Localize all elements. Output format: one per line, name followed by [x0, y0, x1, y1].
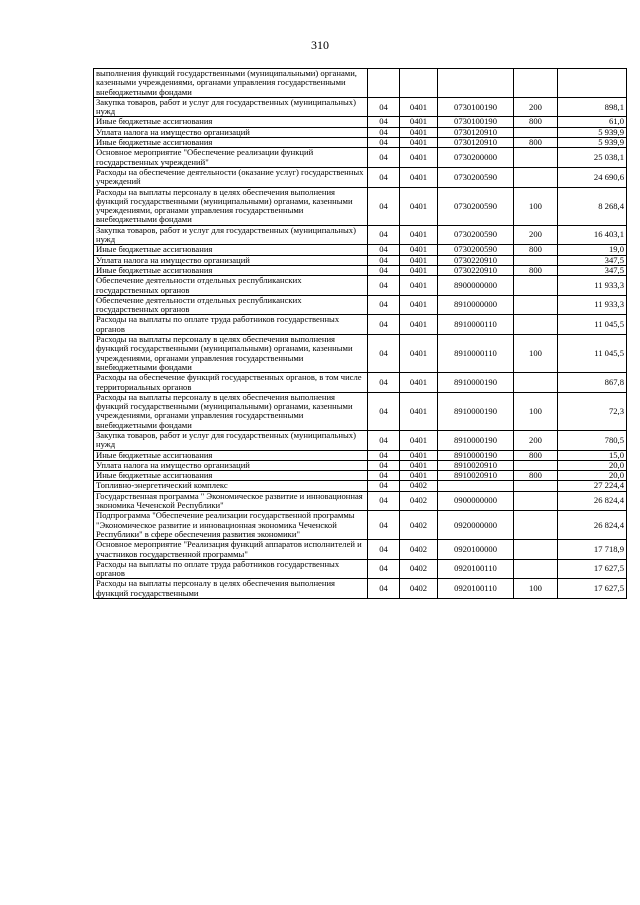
row-section-cell: 04	[368, 540, 400, 560]
row-section-cell: 04	[368, 392, 400, 430]
row-name-cell: Иные бюджетные ассигнования	[94, 138, 368, 148]
row-expense-type-cell: 200	[514, 225, 558, 245]
row-subsection-cell: 0401	[400, 265, 438, 275]
row-subsection-cell: 0401	[400, 117, 438, 127]
row-expense-type-cell: 800	[514, 450, 558, 460]
row-target-article-cell: 0730120910	[438, 127, 514, 137]
table-row	[94, 97, 627, 117]
row-expense-type-cell	[514, 255, 558, 265]
row-amount-cell: 867,8	[558, 373, 627, 393]
row-section-cell: 04	[368, 295, 400, 315]
row-name-cell: Иные бюджетные ассигнования	[94, 265, 368, 275]
row-target-article-cell: 0920100000	[438, 540, 514, 560]
row-section-cell: 04	[368, 255, 400, 265]
budget-table	[93, 68, 627, 599]
row-expense-type-cell	[514, 481, 558, 491]
row-amount-cell: 24 690,6	[558, 167, 627, 187]
row-amount-cell: 5 939,9	[558, 127, 627, 137]
row-expense-type-cell	[514, 491, 558, 511]
row-expense-type-cell: 800	[514, 245, 558, 255]
row-section-cell: 04	[368, 373, 400, 393]
row-subsection-cell: 0401	[400, 148, 438, 168]
row-name-cell: Закупка товаров, работ и услуг для государственных (муниципальных) нужд	[94, 97, 368, 117]
table-row	[94, 127, 627, 137]
row-target-article-cell: 0730100190	[438, 97, 514, 117]
row-name-cell: Топливно-энергетический комплекс	[94, 481, 368, 491]
table-row	[94, 430, 627, 450]
row-section-cell: 04	[368, 471, 400, 481]
row-name-cell: Расходы на выплаты по оплате труда работников государственных органов	[94, 559, 368, 579]
table-row	[94, 138, 627, 148]
row-expense-type-cell: 800	[514, 265, 558, 275]
row-section-cell: 04	[368, 511, 400, 540]
row-name-cell: Закупка товаров, работ и услуг для государственных (муниципальных) нужд	[94, 225, 368, 245]
table-row	[94, 540, 627, 560]
row-subsection-cell	[400, 69, 438, 98]
row-section-cell: 04	[368, 245, 400, 255]
row-amount-cell: 27 224,4	[558, 481, 627, 491]
row-target-article-cell: 0730220910	[438, 255, 514, 265]
row-target-article-cell: 8910000190	[438, 392, 514, 430]
row-target-article-cell: 8910000190	[438, 450, 514, 460]
row-section-cell: 04	[368, 491, 400, 511]
row-amount-cell: 5 939,9	[558, 138, 627, 148]
row-name-cell: Расходы на выплаты персоналу в целях обеспечения выполнения функций государственными (муниципальными) органами, казенными учреждениями, органами управления государственными внебюджетными фондами	[94, 335, 368, 373]
row-expense-type-cell	[514, 148, 558, 168]
row-amount-cell: 11 045,5	[558, 315, 627, 335]
row-expense-type-cell	[514, 540, 558, 560]
row-target-article-cell	[438, 69, 514, 98]
row-name-cell: Расходы на выплаты персоналу в целях обеспечения выполнения функций государственными (муниципальными) органами, казенными учреждениями, органами управления государственными внебюджетными фондами	[94, 187, 368, 225]
row-target-article-cell: 8910020910	[438, 471, 514, 481]
row-section-cell: 04	[368, 138, 400, 148]
row-amount-cell: 11 933,3	[558, 276, 627, 296]
row-section-cell: 04	[368, 315, 400, 335]
table-row	[94, 187, 627, 225]
row-expense-type-cell	[514, 511, 558, 540]
row-subsection-cell: 0402	[400, 540, 438, 560]
row-subsection-cell: 0401	[400, 187, 438, 225]
table-row	[94, 265, 627, 275]
row-amount-cell: 17 718,9	[558, 540, 627, 560]
row-expense-type-cell	[514, 276, 558, 296]
row-target-article-cell: 0730120910	[438, 138, 514, 148]
row-section-cell: 04	[368, 559, 400, 579]
row-subsection-cell: 0402	[400, 579, 438, 599]
row-subsection-cell: 0401	[400, 225, 438, 245]
row-amount-cell: 16 403,1	[558, 225, 627, 245]
row-amount-cell: 898,1	[558, 97, 627, 117]
row-name-cell: Иные бюджетные ассигнования	[94, 450, 368, 460]
row-expense-type-cell: 800	[514, 471, 558, 481]
row-target-article-cell: 0920000000	[438, 511, 514, 540]
row-expense-type-cell	[514, 559, 558, 579]
row-expense-type-cell	[514, 373, 558, 393]
table-row	[94, 167, 627, 187]
row-section-cell: 04	[368, 450, 400, 460]
table-row	[94, 460, 627, 470]
row-name-cell: Подпрограмма "Обеспечение реализации государственной программы "Экономическое развитие и инновационная экономика Чеченской Республики" в сфере обеспечения развития экономики"	[94, 511, 368, 540]
row-section-cell: 04	[368, 265, 400, 275]
row-section-cell	[368, 69, 400, 98]
row-name-cell: Иные бюджетные ассигнования	[94, 117, 368, 127]
row-target-article-cell	[438, 481, 514, 491]
table-row	[94, 255, 627, 265]
row-target-article-cell: 8910000110	[438, 335, 514, 373]
row-name-cell: Расходы на выплаты персоналу в целях обеспечения выполнения функций государственными (муниципальными) органами, казенными учреждениями, органами управления государственными внебюджетными фондами	[94, 392, 368, 430]
table-row	[94, 245, 627, 255]
row-subsection-cell: 0401	[400, 392, 438, 430]
table-row	[94, 373, 627, 393]
row-target-article-cell: 0730200590	[438, 167, 514, 187]
table-row	[94, 117, 627, 127]
row-section-cell: 04	[368, 187, 400, 225]
row-expense-type-cell	[514, 167, 558, 187]
row-amount-cell: 25 038,1	[558, 148, 627, 168]
row-subsection-cell: 0401	[400, 127, 438, 137]
row-amount-cell: 11 045,5	[558, 335, 627, 373]
row-subsection-cell: 0401	[400, 450, 438, 460]
row-name-cell: Уплата налога на имущество организаций	[94, 127, 368, 137]
row-section-cell: 04	[368, 276, 400, 296]
row-target-article-cell: 8910000190	[438, 373, 514, 393]
row-name-cell: Расходы на обеспечение деятельности (оказание услуг) государственных учреждений	[94, 167, 368, 187]
row-amount-cell: 11 933,3	[558, 295, 627, 315]
row-subsection-cell: 0401	[400, 276, 438, 296]
row-target-article-cell: 0730200590	[438, 187, 514, 225]
row-name-cell: Иные бюджетные ассигнования	[94, 471, 368, 481]
row-expense-type-cell: 100	[514, 335, 558, 373]
row-target-article-cell: 8900000000	[438, 276, 514, 296]
row-amount-cell: 17 627,5	[558, 559, 627, 579]
row-amount-cell: 19,0	[558, 245, 627, 255]
row-section-cell: 04	[368, 117, 400, 127]
row-name-cell: Расходы на выплаты персоналу в целях обеспечения выполнения функций государственными	[94, 579, 368, 599]
table-row	[94, 148, 627, 168]
row-subsection-cell: 0401	[400, 138, 438, 148]
table-row	[94, 450, 627, 460]
row-name-cell: Основное мероприятие "Реализация функций аппаратов исполнителей и участников государственной программы"	[94, 540, 368, 560]
table-row	[94, 69, 627, 98]
row-subsection-cell: 0402	[400, 491, 438, 511]
row-target-article-cell: 0920100110	[438, 579, 514, 599]
table-row	[94, 295, 627, 315]
page-number: 310	[311, 38, 329, 52]
row-name-cell: выполнения функций государственными (муниципальными) органами, казенными учреждениями, органами управления государственными внебюджетными фондами	[94, 69, 368, 98]
row-section-cell: 04	[368, 167, 400, 187]
row-section-cell: 04	[368, 481, 400, 491]
table-row	[94, 335, 627, 373]
row-name-cell: Обеспечение деятельности отдельных республиканских государственных органов	[94, 295, 368, 315]
row-section-cell: 04	[368, 335, 400, 373]
row-target-article-cell: 0730200000	[438, 148, 514, 168]
row-section-cell: 04	[368, 430, 400, 450]
row-name-cell: Иные бюджетные ассигнования	[94, 245, 368, 255]
row-subsection-cell: 0402	[400, 481, 438, 491]
row-target-article-cell: 8910000190	[438, 430, 514, 450]
row-name-cell: Расходы на выплаты по оплате труда работников государственных органов	[94, 315, 368, 335]
row-amount-cell	[558, 69, 627, 98]
row-target-article-cell: 8910020910	[438, 460, 514, 470]
row-expense-type-cell	[514, 127, 558, 137]
row-amount-cell: 8 268,4	[558, 187, 627, 225]
row-target-article-cell: 0920100110	[438, 559, 514, 579]
row-target-article-cell: 0730100190	[438, 117, 514, 127]
row-subsection-cell: 0401	[400, 373, 438, 393]
row-expense-type-cell: 200	[514, 97, 558, 117]
row-subsection-cell: 0401	[400, 460, 438, 470]
table-row	[94, 511, 627, 540]
row-subsection-cell: 0402	[400, 511, 438, 540]
row-subsection-cell: 0401	[400, 97, 438, 117]
row-subsection-cell: 0401	[400, 430, 438, 450]
row-section-cell: 04	[368, 225, 400, 245]
row-target-article-cell: 0730200590	[438, 225, 514, 245]
row-amount-cell: 780,5	[558, 430, 627, 450]
table-row	[94, 579, 627, 599]
row-name-cell: Расходы на обеспечение функций государственных органов, в том числе территориальных органов	[94, 373, 368, 393]
table-row	[94, 559, 627, 579]
row-section-cell: 04	[368, 127, 400, 137]
row-subsection-cell: 0401	[400, 255, 438, 265]
row-expense-type-cell: 200	[514, 430, 558, 450]
table-row	[94, 392, 627, 430]
row-expense-type-cell	[514, 460, 558, 470]
row-name-cell: Уплата налога на имущество организаций	[94, 255, 368, 265]
row-expense-type-cell	[514, 69, 558, 98]
row-expense-type-cell: 800	[514, 138, 558, 148]
row-subsection-cell: 0401	[400, 295, 438, 315]
row-expense-type-cell: 100	[514, 392, 558, 430]
row-subsection-cell: 0401	[400, 471, 438, 481]
row-target-article-cell: 0900000000	[438, 491, 514, 511]
table-row	[94, 276, 627, 296]
row-expense-type-cell	[514, 315, 558, 335]
row-name-cell: Основное мероприятие "Обеспечение реализации функций государственных учреждений"	[94, 148, 368, 168]
row-section-cell: 04	[368, 460, 400, 470]
row-target-article-cell: 0730220910	[438, 265, 514, 275]
row-subsection-cell: 0401	[400, 167, 438, 187]
table-row	[94, 481, 627, 491]
row-target-article-cell: 8910000000	[438, 295, 514, 315]
row-amount-cell: 17 627,5	[558, 579, 627, 599]
row-name-cell: Уплата налога на имущество организаций	[94, 460, 368, 470]
row-name-cell: Обеспечение деятельности отдельных республиканских государственных органов	[94, 276, 368, 296]
table-row	[94, 315, 627, 335]
row-expense-type-cell: 800	[514, 117, 558, 127]
row-section-cell: 04	[368, 579, 400, 599]
row-amount-cell: 20,0	[558, 460, 627, 470]
table-row	[94, 471, 627, 481]
row-target-article-cell: 8910000110	[438, 315, 514, 335]
row-amount-cell: 347,5	[558, 265, 627, 275]
row-expense-type-cell	[514, 295, 558, 315]
row-target-article-cell: 0730200590	[438, 245, 514, 255]
row-subsection-cell: 0401	[400, 335, 438, 373]
row-amount-cell: 26 824,4	[558, 491, 627, 511]
row-expense-type-cell: 100	[514, 579, 558, 599]
row-section-cell: 04	[368, 148, 400, 168]
row-subsection-cell: 0402	[400, 559, 438, 579]
row-amount-cell: 15,0	[558, 450, 627, 460]
row-amount-cell: 61,0	[558, 117, 627, 127]
row-section-cell: 04	[368, 97, 400, 117]
row-subsection-cell: 0401	[400, 315, 438, 335]
table-row	[94, 491, 627, 511]
table-row	[94, 225, 627, 245]
budget-table-body	[94, 69, 627, 599]
row-amount-cell: 26 824,4	[558, 511, 627, 540]
row-expense-type-cell: 100	[514, 187, 558, 225]
row-amount-cell: 72,3	[558, 392, 627, 430]
row-name-cell: Закупка товаров, работ и услуг для государственных (муниципальных) нужд	[94, 430, 368, 450]
row-amount-cell: 20,0	[558, 471, 627, 481]
row-name-cell: Государственная программа " Экономическое развитие и инновационная экономика Чеченской Республики"	[94, 491, 368, 511]
row-amount-cell: 347,5	[558, 255, 627, 265]
row-subsection-cell: 0401	[400, 245, 438, 255]
